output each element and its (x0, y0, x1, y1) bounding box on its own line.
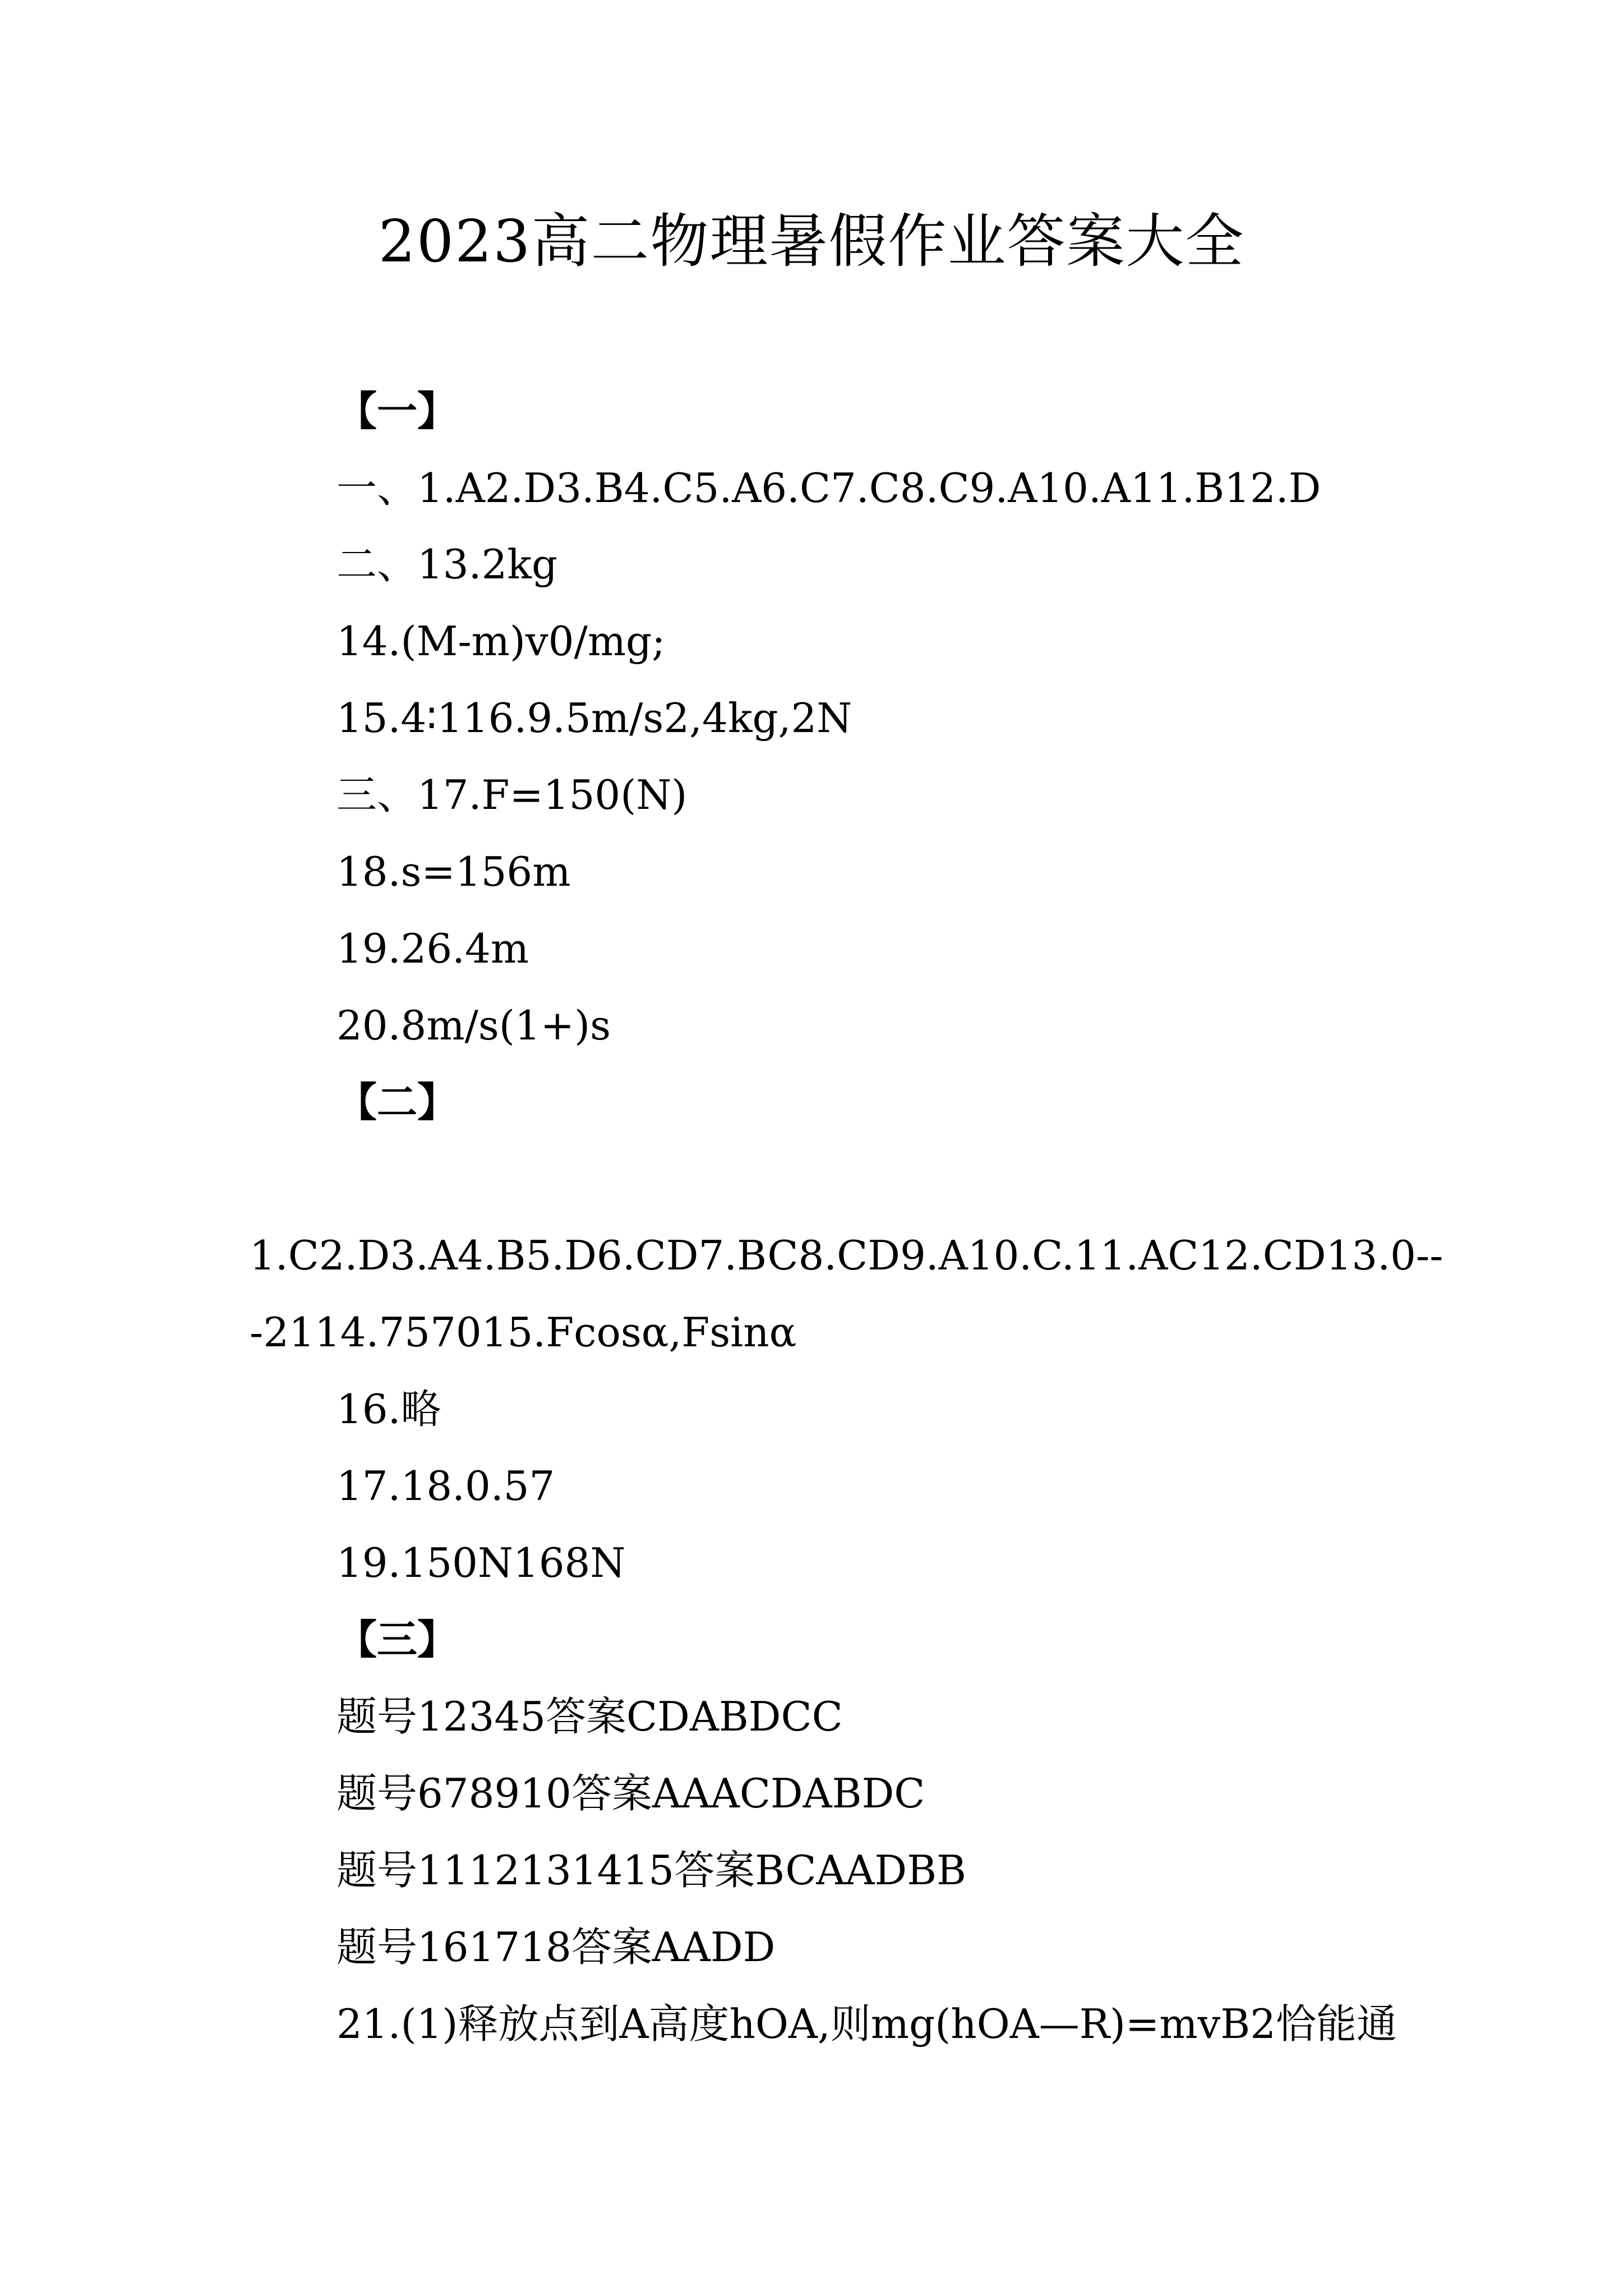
answer-line: 三、17.F=150(N) (336, 771, 688, 818)
answer-line: -2114.757015.Fcosα,Fsinα (250, 1309, 797, 1356)
answer-line: 题号678910答案AAACDABDC (336, 1770, 925, 1817)
section-3-heading: 【三】 (336, 1616, 458, 1663)
section-1-heading: 【一】 (336, 387, 458, 435)
answer-line: 二、13.2kg (336, 541, 558, 588)
answer-line: 19.150N168N (336, 1539, 626, 1586)
section-2-heading: 【二】 (336, 1078, 458, 1126)
answer-line: 21.(1)释放点到A高度hOA,则mg(hOA—R)=mvB2恰能通 (336, 2000, 1397, 2047)
answer-line: 20.8m/s(1+)s (336, 1002, 611, 1049)
answer-line: 题号1112131415答案BCAADBB (336, 1847, 966, 1894)
answer-line: 题号161718答案AADD (336, 1924, 776, 1971)
answer-line: 15.4∶116.9.5m/s2,4kg,2N (336, 694, 852, 742)
answer-line: 1.C2.D3.A4.B5.D6.CD7.BC8.CD9.A10.C.11.AC12.CD13.0-- (250, 1232, 1444, 1279)
answer-line: 16.略 (336, 1386, 441, 1433)
answer-line: 一、1.A2.D3.B4.C5.A6.C7.C8.C9.A10.A11.B12.D (336, 464, 1321, 512)
answer-line: 17.18.0.57 (336, 1462, 555, 1510)
answer-line: 18.s=156m (336, 848, 571, 895)
answer-line: 题号12345答案CDABDCC (336, 1693, 843, 1740)
answer-line: 19.26.4m (336, 925, 529, 972)
answer-line: 14.(M-m)v0/mg; (336, 618, 666, 665)
document-title: 2023高二物理暑假作业答案大全 (378, 207, 1245, 275)
